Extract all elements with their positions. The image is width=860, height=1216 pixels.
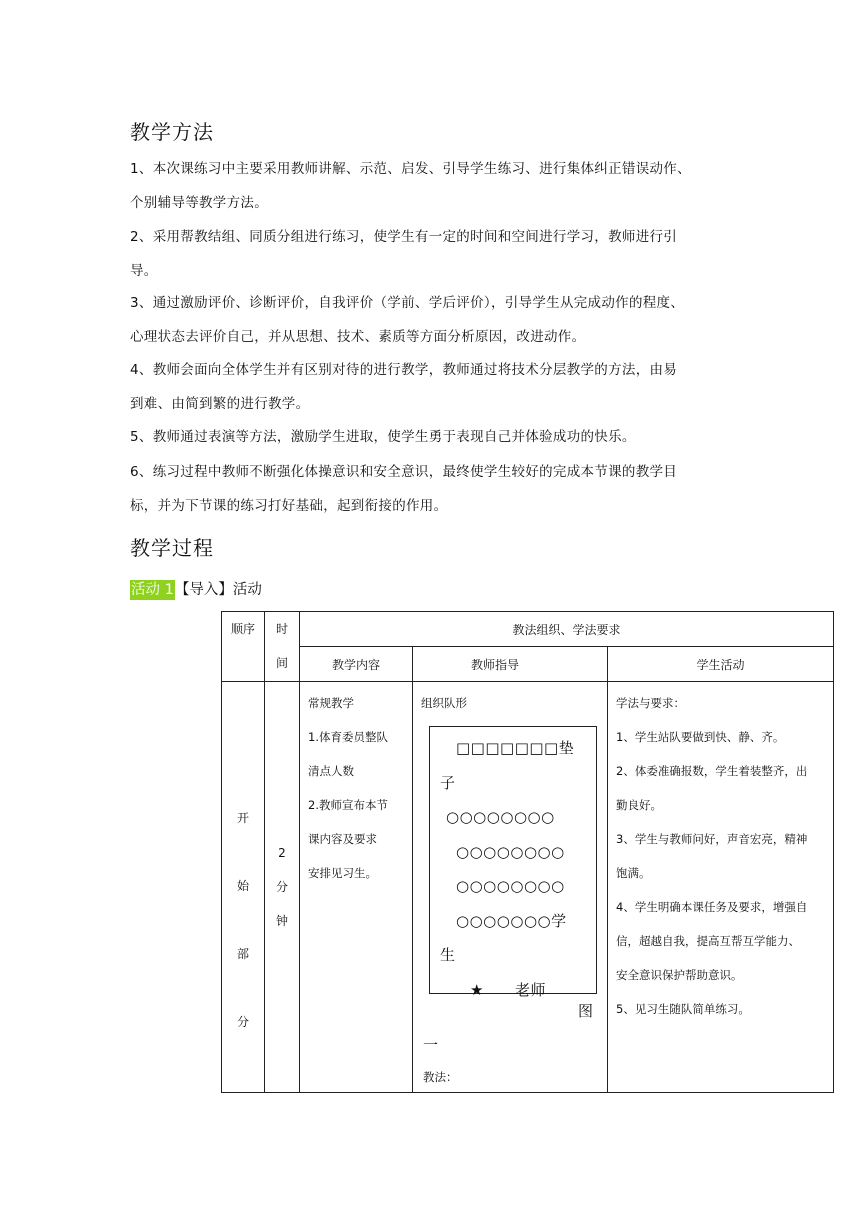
line: 2、采用帮教结组、同质分组进行练习，使学生有一定的时间和空间进行学习，教师进行引 bbox=[130, 229, 678, 245]
line: 到难、由简到繁的进行教学。 bbox=[130, 396, 310, 412]
formation-line: ★ 老师 bbox=[470, 980, 546, 999]
activity-title bbox=[130, 578, 262, 602]
content-line: 清点人数 bbox=[308, 764, 354, 778]
section-char: 开 bbox=[236, 811, 249, 825]
header-time-char: 时 bbox=[275, 622, 288, 636]
student-line: 4、学生明确本课任务及要求，增强自 bbox=[616, 900, 808, 914]
formation-diagram bbox=[429, 726, 597, 999]
method-paragraph-3 bbox=[130, 286, 738, 354]
student-line: 学法与要求： bbox=[616, 696, 685, 710]
lesson-table bbox=[221, 611, 834, 1093]
student-cell bbox=[608, 682, 834, 1093]
method-paragraph-6 bbox=[130, 455, 738, 523]
section-char: 始 bbox=[236, 879, 249, 893]
content-line: 2.教师宣布本节 bbox=[308, 798, 388, 812]
line: 5、教师通过表演等方法，激励学生进取，使学生勇于表现自己并体验成功的快乐。 bbox=[130, 429, 636, 445]
line: 1、本次课练习中主要采用教师讲解、示范、启发、引导学生练习、进行集体纠正错误动作、 bbox=[130, 161, 691, 177]
line: 6、练习过程中教师不断强化体操意识和安全意识，最终使学生较好的完成本节课的教学目 bbox=[130, 464, 678, 480]
student-line: 3、学生与教师问好，声音宏亮，精神 bbox=[616, 832, 808, 846]
formation-line: ○○○○○○○○ bbox=[456, 877, 565, 895]
activity-tag: 活动 1 bbox=[131, 582, 174, 598]
student-line: 饱满。 bbox=[616, 866, 651, 880]
heading-teaching-process: 教学过程 bbox=[130, 536, 214, 560]
time-char: 钟 bbox=[275, 914, 288, 928]
method-paragraph-4 bbox=[130, 353, 738, 421]
subheader-content: 教学内容 bbox=[300, 647, 413, 682]
section-char: 分 bbox=[236, 1015, 249, 1029]
time-char: 分 bbox=[275, 880, 288, 894]
student-line: 1、学生站队要做到快、静、齐。 bbox=[616, 730, 785, 744]
content-line: 1.体育委员整队 bbox=[308, 730, 388, 744]
content-line: 课内容及要求 bbox=[308, 832, 377, 846]
subheader-guide: 教师指导 bbox=[413, 647, 608, 682]
content-cell bbox=[300, 682, 413, 1093]
section-char: 部 bbox=[236, 947, 249, 961]
time-cell bbox=[265, 682, 300, 1093]
student-line: 安全意识保护帮助意识。 bbox=[616, 968, 743, 982]
method-label: 教法： bbox=[423, 1070, 458, 1084]
formation-line: ○○○○○○○○ bbox=[456, 842, 565, 861]
header-order bbox=[222, 612, 265, 682]
content-line: 常规教学 bbox=[308, 696, 354, 710]
student-line: 2、体委准确报数，学生着装整齐，出 bbox=[616, 764, 808, 778]
line: 4、教师会面向全体学生并有区别对待的进行教学，教师通过将技术分层教学的方法，由易 bbox=[130, 362, 678, 378]
content-line: 安排见习生。 bbox=[308, 866, 377, 880]
method-paragraph-1 bbox=[130, 152, 738, 220]
formation-line: ○○○○○○○○ bbox=[446, 808, 555, 826]
line: 标，并为下节课的练习打好基础，起到衔接的作用。 bbox=[130, 498, 448, 514]
method-paragraph-2 bbox=[130, 220, 738, 288]
formation-line: ○○○○○○○学 bbox=[456, 911, 567, 930]
line: 心理状态去评价自己，并从思想、技术、素质等方面分析原因，改进动作。 bbox=[130, 329, 586, 345]
student-line: 勤良好。 bbox=[616, 798, 662, 812]
header-time-char: 间 bbox=[275, 656, 288, 670]
line: 导。 bbox=[130, 263, 158, 279]
header-order-text: 顺序 bbox=[230, 622, 255, 636]
guide-title: 组织队形 bbox=[421, 696, 467, 710]
method-paragraph-5 bbox=[130, 420, 738, 454]
section-cell bbox=[222, 682, 265, 1093]
guide-cell bbox=[413, 682, 608, 1093]
figure-label: 一 bbox=[423, 1036, 439, 1054]
student-line: 信，超越自我，提高互帮互学能力、 bbox=[616, 934, 800, 948]
formation-line: 生 bbox=[440, 946, 456, 964]
figure-label: 图 bbox=[577, 1002, 593, 1020]
activity-name: 【导入】活动 bbox=[174, 582, 262, 598]
subheader-student: 学生活动 bbox=[608, 647, 834, 682]
line: 3、通过激励评价、诊断评价，自我评价（学前、学后评价），引导学生从完成动作的程度、 bbox=[130, 295, 685, 311]
formation-line: □□□□□□□垫 bbox=[456, 739, 575, 757]
formation-line: 子 bbox=[440, 773, 456, 792]
heading-teaching-methods: 教学方法 bbox=[130, 120, 214, 144]
student-line: 5、见习生随队简单练习。 bbox=[616, 1002, 750, 1016]
line: 个别辅导等教学方法。 bbox=[130, 195, 268, 211]
header-span: 教法组织、学法要求 bbox=[300, 612, 834, 647]
time-char: 2 bbox=[278, 846, 286, 860]
header-time bbox=[265, 612, 300, 682]
